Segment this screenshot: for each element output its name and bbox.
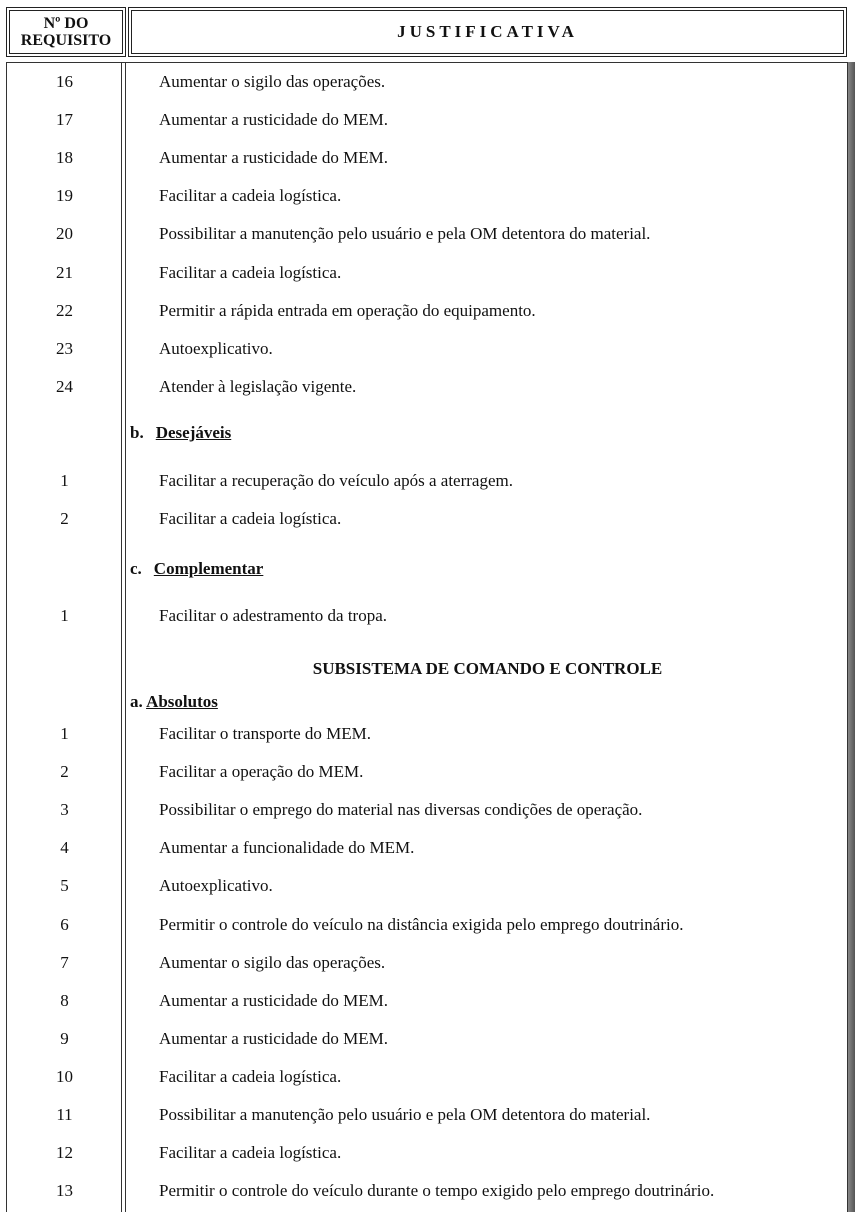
requirement-number: 1 (60, 471, 69, 490)
requirement-number: 19 (56, 186, 73, 206)
justification-text: Autoexplicativo. (159, 338, 273, 358)
requirement-number: 18 (56, 148, 73, 168)
requirement-number: 21 (56, 262, 73, 282)
section-c-heading (130, 559, 263, 579)
justification-text: Permitir o controle do veículo durante o tempo exigido pelo emprego doutrinário. (159, 1181, 715, 1201)
justification-text: Permitir a rápida entrada em operação do equipamento. (159, 300, 536, 320)
justification-text: Autoexplicativo. (159, 876, 273, 896)
justification-text: Possibilitar o emprego do material nas diversas condições de operação. (159, 800, 643, 820)
requirement-number: 20 (56, 224, 73, 244)
section-letter: a. (130, 692, 143, 711)
justification-text: Facilitar a cadeia logística. (159, 1143, 342, 1163)
justification-text: Atender à legislação vigente. (159, 376, 357, 396)
requirement-number: 24 (56, 376, 73, 396)
section-letter: c. (130, 559, 142, 578)
page-edge-shadow (848, 62, 855, 1212)
requirement-number: 2 (60, 762, 69, 782)
header-justification: JUSTIFICATIVA (128, 7, 847, 57)
justification-text: Aumentar a rusticidade do MEM. (159, 110, 388, 130)
justification-text: Facilitar a cadeia logística. (159, 186, 342, 206)
requirement-number: 1 (60, 606, 69, 625)
section-b-heading (130, 423, 231, 443)
header-requirement-number (6, 7, 126, 57)
table-top-border (6, 62, 848, 63)
requirement-number: 3 (60, 800, 69, 820)
subsystem-title: SUBSISTEMA DE COMANDO E CONTROLE (312, 659, 663, 678)
section-a-heading (130, 692, 218, 712)
justification-text: Facilitar a cadeia logística. (159, 1066, 342, 1086)
justification-text: Facilitar o transporte do MEM. (159, 724, 371, 743)
requirement-number: 6 (60, 914, 69, 934)
requirement-number: 16 (56, 72, 73, 91)
requirement-number: 13 (56, 1181, 73, 1201)
requirement-number: 8 (60, 990, 69, 1010)
requirement-number: 12 (56, 1143, 73, 1163)
header-number-line2: REQUISITO (20, 32, 112, 49)
justification-text: Aumentar a rusticidade do MEM. (159, 990, 388, 1010)
header-number-line1: Nº DO (43, 15, 89, 32)
requirement-number: 4 (60, 838, 69, 858)
justification-text: Facilitar a cadeia logística. (159, 262, 342, 282)
justification-text: Possibilitar a manutenção pelo usuário e pela OM detentora do material. (159, 224, 651, 244)
requirement-number: 23 (56, 338, 73, 358)
requirement-number: 5 (60, 876, 69, 896)
requirement-number: 22 (56, 300, 73, 320)
justification-text: Permitir o controle do veículo na distância exigida pelo emprego doutrinário. (159, 914, 684, 934)
section-title: Absolutos (146, 692, 218, 711)
justification-text: Possibilitar a manutenção pelo usuário e pela OM detentora do material. (159, 1105, 651, 1124)
requirement-number: 9 (60, 1028, 69, 1048)
requirement-number: 2 (60, 509, 69, 528)
column-divider (125, 62, 126, 1212)
justification-text: Aumentar a rusticidade do MEM. (159, 148, 388, 168)
justification-text: Aumentar a rusticidade do MEM. (159, 1028, 388, 1048)
requirement-number: 17 (56, 110, 73, 130)
justification-text: Aumentar o sigilo das operações. (159, 72, 386, 91)
justification-text: Aumentar o sigilo das operações. (159, 952, 386, 972)
requirement-number: 11 (56, 1105, 73, 1124)
justification-text: Aumentar a funcionalidade do MEM. (159, 838, 415, 858)
section-title: Complementar (153, 559, 264, 578)
requirement-number: 1 (60, 724, 69, 743)
justification-text: Facilitar a operação do MEM. (159, 762, 364, 782)
section-title: Desejáveis (155, 423, 232, 442)
section-letter: b. (130, 423, 144, 442)
requirement-number: 10 (56, 1066, 73, 1086)
justification-text: Facilitar a cadeia logística. (159, 509, 342, 528)
justification-text: Facilitar o adestramento da tropa. (159, 606, 387, 625)
justification-text: Facilitar a recuperação do veículo após a aterragem. (159, 471, 513, 490)
requirement-number: 7 (60, 952, 69, 972)
